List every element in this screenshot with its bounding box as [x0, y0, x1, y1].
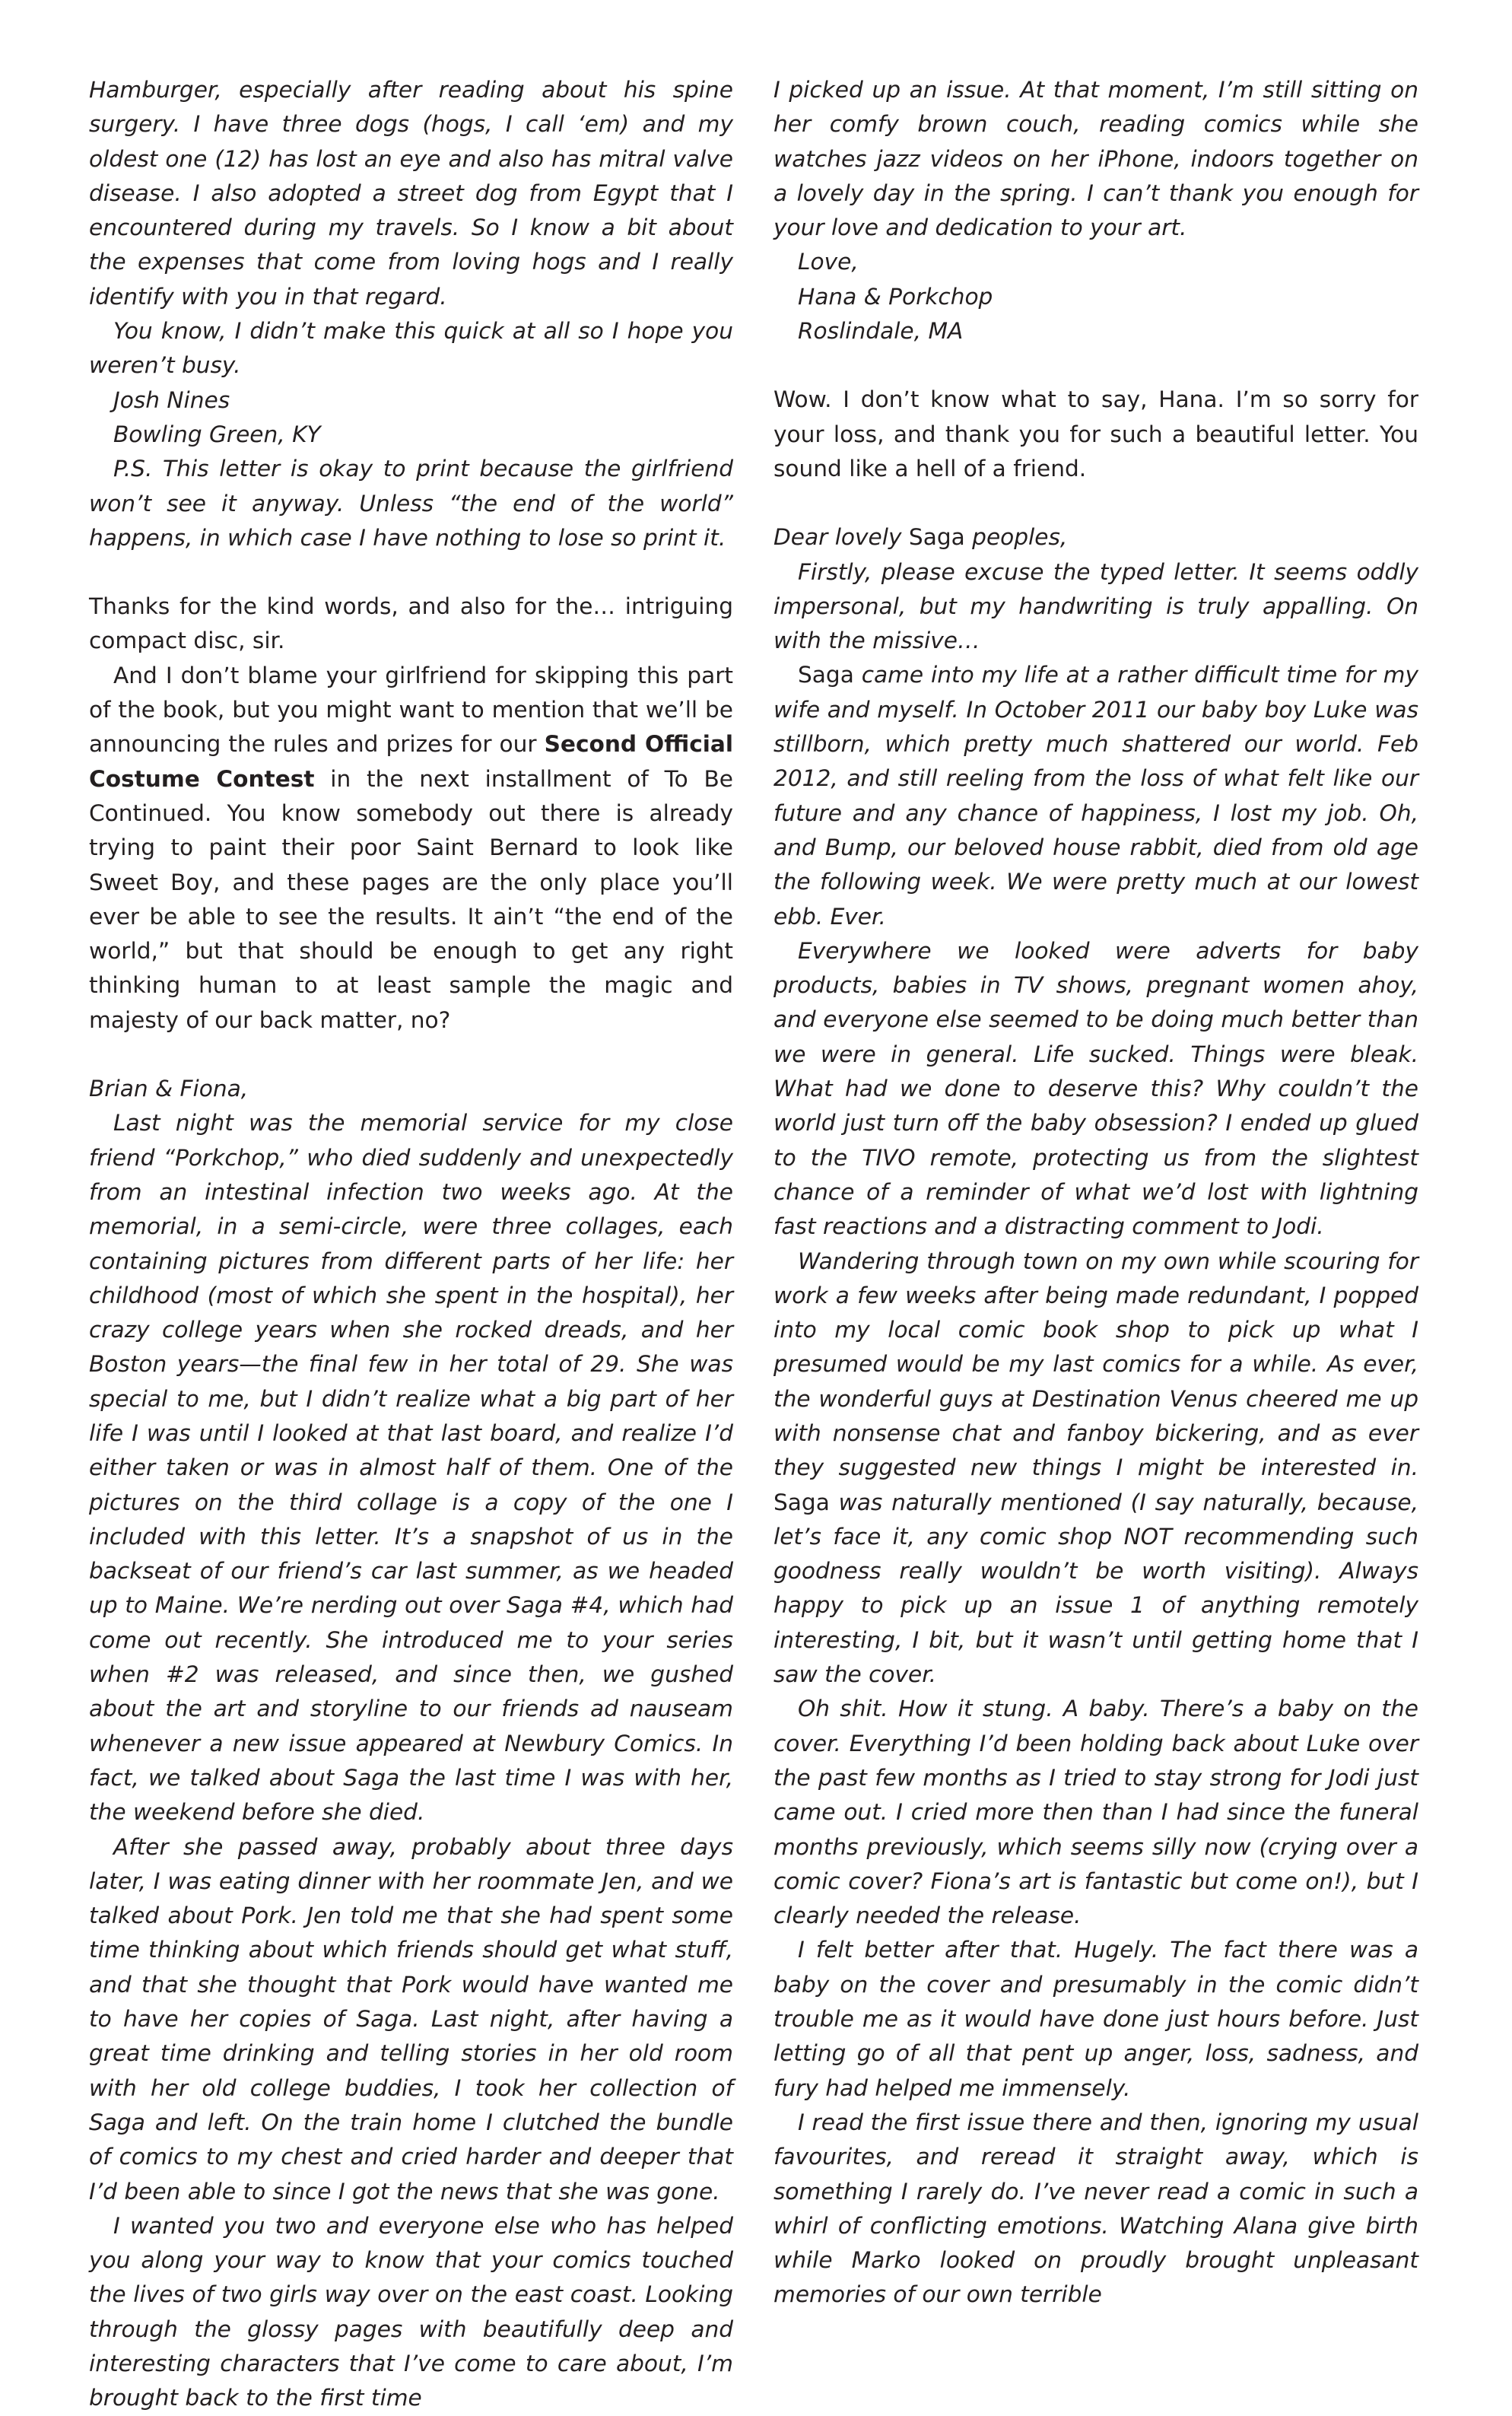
letter1-paragraph: Hamburger, especially after reading about his spine surgery. I have three dogs (hogs, I call ‘em) and my oldest one (12) has lost an eye and also has mitral valve disease. I also adopted a street dog from Egypt that I encountered during my travels. So I know a bit about the expenses that come from loving hogs and I really identify with you in that regard. — [89, 77, 733, 310]
reply1-text: And I don’t blame your girlfriend for skipping this part of the book, but you might want to mention that we’ll be announcing the rules and prizes for our — [89, 662, 733, 758]
letter2-signature-name: Hana & Porkchop — [798, 283, 993, 310]
letter1-paragraph: You know, I didn’t make this quick at all so I hope you weren’t busy. — [89, 318, 733, 379]
letter3-paragraph — [773, 658, 1418, 933]
letter3-text: Wandering through town on my own while scouring for work a few weeks after being made redundant, I popped into my local comic book shop to pick up what I presumed would be my last comics for a while. As ever, the wonderful guys at Destination Venus cheered me up with nonsense chat and fanboy bickering, and as ever they suggested new things I might be interested in. — [773, 1248, 1418, 1481]
letter2-signature-place: Roslindale, MA — [798, 318, 964, 345]
letter3-text: was naturally mentioned (I say naturally, because, let’s face it, any comic shop NOT recommending such goodness really wouldn’t be worth visiting). Always happy to pick up an issue 1 of anything remotely interesting, I bit, but it wasn’t until getting home that I saw the cover. — [773, 1489, 1418, 1688]
letter2-salutation: Brian & Fiona, — [89, 1076, 249, 1102]
saga-title: Saga — [908, 524, 965, 551]
salutation-text: Dear lovely — [773, 524, 909, 551]
letter3-salutation — [773, 520, 1418, 555]
letter2-paragraph: I wanted you two and everyone else who has helped you along your way to know that your comics touched the lives of two girls way over on the east coast. Looking through the glossy pages with beautifully deep and interesting characters that I’ve come to care about, I’m brought back to the first time — [89, 2212, 733, 2411]
reply1-text: in the next installment of To Be Continued. You know somebody out there is already trying to paint their poor Saint Bernard to look like Sweet Boy, and these pages are the only place you’ll ever be able to see the results. It ain’t “the end of the world,” but that should be enough to get any right thinking human to at least sample the magic and majesty of our back matter, no? — [89, 765, 733, 1033]
reply1-paragraph — [89, 659, 733, 1038]
costume-contest-title: Second Official Costume Contest — [89, 731, 733, 792]
saga-title: Saga — [798, 662, 854, 688]
letter2-paragraph: I picked up an issue. At that moment, I’m still sitting on her comfy brown couch, reading comics while she watches jazz videos on her iPhone, indoors together on a lovely day in the spring. I can’t thank you enough for your love and dedication to your art. — [773, 77, 1418, 241]
letter2-paragraph: Last night was the memorial service for my close friend “Porkchop,” who died suddenly and unexpectedly from an intestinal infection two weeks ago. At the memorial, in a semi-circle, were three collages, each containing pictures from different parts of her life: her childhood (most of which she spent in the hospital), her crazy college years when she rocked dreads, and her Boston years—the final few in her total of 29. She was special to me, but I didn’t realize what a big part of her life I was until I looked at that last board, and realize I’d either taken or was in almost half of them. One of the pictures on the third collage is a copy of the one I included with this letter. It’s a snapshot of us in the backseat of our friend’s car last summer, as we headed up to Maine. We’re nerding out over Saga #4, which had come out recently. She introduced me to your series when #2 was released, and since then, we gushed about the art and storyline to our friends ad nauseam whenever a new issue appeared at Newbury Comics. In fact, we talked about Saga the last time I was with her, the weekend before she died. — [89, 1110, 733, 1826]
letter3-text: came into my life at a rather difficult time for my wife and myself. In October 2011 our baby boy Luke was stillborn, which pretty much shattered our world. Feb 2012, and still reeling from the loss of what felt like our future and any chance of happiness, I lost my job. Oh, and Bump, our beloved house rabbit, died from old age the following week. We were pretty much at our lowest ebb. Ever. — [773, 662, 1418, 930]
letter1-signature-place: Bowling Green, KY — [113, 421, 321, 447]
letter3-paragraph: Oh shit. How it stung. A baby. There’s a baby on the cover. Everything I’d been holding back about Luke over the past few months as I tried to stay strong for Jodi just came out. I cried more then than I had since the funeral months previously, which seems silly now (crying over a comic cover? Fiona’s art is fantastic but come on!), but I clearly needed the release. — [773, 1696, 1418, 1929]
letter3-paragraph: Everywhere we looked were adverts for baby products, babies in TV shows, pregnant women ahoy, and everyone else seemed to be doing much better than we were in general. Life sucked. Things were bleak. What had we done to deserve this? Why couldn’t the world just turn off the baby obsession? I ended up glued to the TIVO remote, protecting us from the slightest chance of a reminder of what we’d lost with lightning fast reactions and a distracting comment to Jodi. — [773, 937, 1418, 1240]
salutation-text: peoples, — [964, 524, 1068, 551]
left-column — [89, 73, 733, 2416]
letter3-paragraph: Firstly, please excuse the typed letter. It seems oddly impersonal, but my handwriting is truly appalling. On with the missive… — [773, 558, 1418, 654]
letter2-signature-love: Love, — [798, 249, 859, 275]
letter1-postscript: P.S. This letter is okay to print because the girlfriend won’t see it anyway. Unless “the end of the world” happens, in which case I have nothing to lose so print it. — [89, 456, 733, 551]
letter3-paragraph: I read the first issue there and then, ignoring my usual favourites, and reread it straight away, which is something I rarely do. I’ve never read a comic in such a whirl of conflicting emotions. Watching Alana give birth while Marko looked on proudly brought unpleasant memories of our own terrible — [773, 2109, 1418, 2308]
right-column — [773, 73, 1418, 2313]
letter1-signature-name: Josh Nines — [113, 386, 230, 413]
saga-title: Saga — [773, 1489, 830, 1515]
letter2-paragraph: After she passed away, probably about three days later, I was eating dinner with her roommate Jen, and we talked about Pork. Jen told me that she had spent some time thinking about which friends should get what stuff, and that she thought that Pork would have wanted me to have her copies of Saga. Last night, after having a great time drinking and telling stories in her old room with her old college buddies, I took her collection of Saga and left. On the train home I clutched the bundle of comics to my chest and cried harder and deeper that I’d been able to since I got the news that she was gone. — [89, 1833, 733, 2205]
reply1-paragraph: Thanks for the kind words, and also for the… intriguing compact disc, sir. — [89, 593, 733, 654]
reply2-paragraph: Wow. I don’t know what to say, Hana. I’m so sorry for your loss, and thank you for such a beautiful letter. You sound like a hell of a friend. — [773, 386, 1418, 482]
letter3-paragraph — [773, 1245, 1418, 1693]
letter3-paragraph: I felt better after that. Hugely. The fact there was a baby on the cover and presumably in the comic didn’t trouble me as it would have done just hours before. Just letting go of all that pent up anger, loss, sadness, and fury had helped me immensely. — [773, 1937, 1418, 2101]
